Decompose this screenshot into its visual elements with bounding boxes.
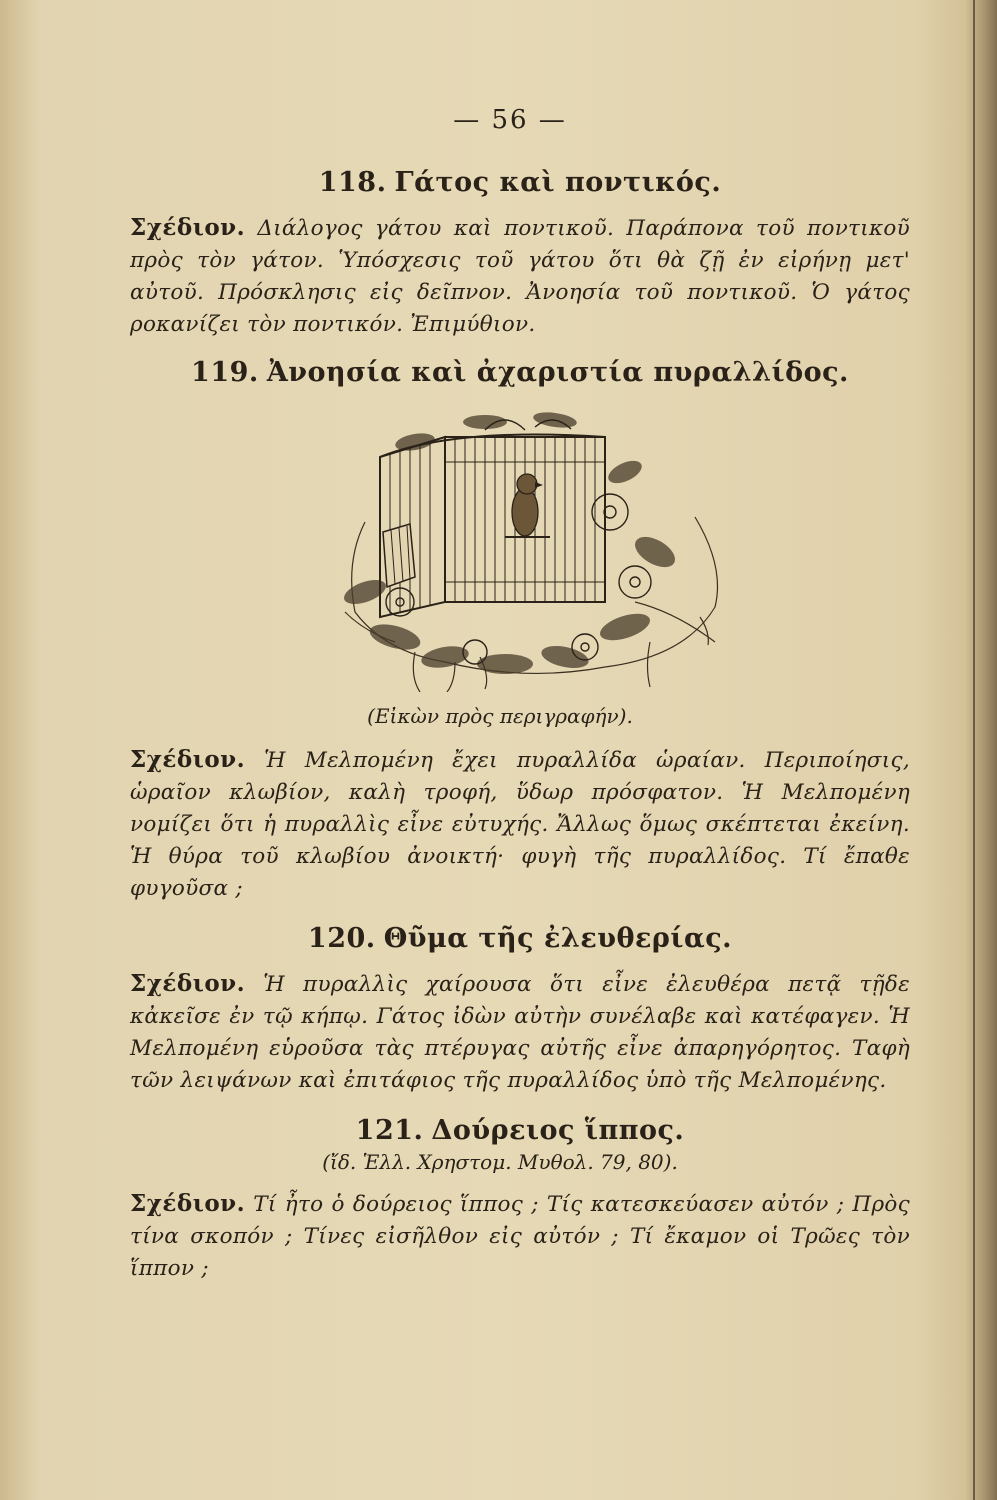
section-121-lead: Σχέδιον. (130, 1190, 246, 1217)
section-121-heading (130, 1115, 910, 1146)
section-121-title: Δούρειος ἵππος. (431, 1115, 685, 1146)
section-119-paragraph (130, 744, 910, 905)
section-118-text: Διάλογος γάτου καὶ ποντικοῦ. Παράπονα τοῦ ποντικοῦ πρὸς τὸν γάτον. Ὑπόσχεσις τοῦ γάτου ὅτι θὰ ζῇ ἐν εἰρήνῃ μετ' αὐτοῦ. Πρόσκλησις εἰς δεῖπνον. Ἀνοησία τοῦ ποντικοῦ. Ὁ γάτος ροκανίζει τὸν ποντικόν. Ἐπιμύθιον. (130, 216, 910, 337)
section-119-text: Ἡ Μελπομένη ἔχει πυραλλίδα ὡραίαν. Περιποίησις, ὡραῖον κλωβίον, καλὴ τροφή, ὕδωρ πρόσφατον. Ἡ Μελπομένη νομίζει ὅτι ἡ πυραλλὶς εἶνε εὐτυχής. Ἄλλως ὅμως σκέπτεται ἐκείνη. Ἡ θύρα τοῦ κλωβίου ἀνοικτή· φυγὴ τῆς πυραλλίδος. Τί ἔπαθε φυγοῦσα ; (130, 748, 910, 901)
section-119-heading (130, 357, 910, 388)
section-119-number: 119. (191, 357, 259, 388)
section-121-reference: (ἴδ. Ἑλλ. Χρηστομ. Μυθολ. 79, 80). (322, 1150, 678, 1174)
section-120-title: Θῦμα τῆς ἐλευθερίας. (383, 923, 733, 954)
section-118-number: 118. (318, 167, 387, 198)
section-119-lead: Σχέδιον. (130, 746, 246, 773)
section-121-number: 121. (355, 1115, 424, 1146)
section-120-lead: Σχέδιον. (130, 970, 246, 997)
section-118-paragraph (130, 212, 910, 341)
section-118-title: Γάτος καὶ ποντικός. (394, 167, 722, 198)
binding-edge (973, 0, 975, 1500)
illustration-caption: (Εἰκὼν πρὸς περιγραφήν). (367, 704, 633, 728)
section-120-paragraph (130, 968, 910, 1097)
section-118-lead: Σχέδιον. (130, 214, 246, 241)
section-120-heading (130, 923, 910, 954)
page-number: — 56 — (453, 105, 567, 135)
section-119-title: Ἀνοησία καὶ ἀχαριστία πυραλλίδος. (266, 357, 849, 388)
page-gutter (965, 0, 997, 1500)
page-content (130, 105, 910, 1285)
section-121-paragraph (130, 1188, 910, 1285)
section-120-number: 120. (307, 923, 376, 954)
section-118-heading (130, 167, 910, 198)
section-121-text: Τί ἦτο ὁ δούρειος ἵππος ; Τίς κατεσκεύασεν αὐτόν ; Πρὸς τίνα σκοπόν ; Τίνες εἰσῆλθον εἰς αὐτόν ; Τί ἔκαμον οἱ Τρῶες τὸν ἵππον ; (130, 1192, 910, 1281)
section-120-text: Ἡ πυραλλὶς χαίρουσα ὅτι εἶνε ἐλευθέρα πετᾷ τῇδε κἀκεῖσε ἐν τῷ κήπῳ. Γάτος ἰδὼν αὐτὴν συνέλαβε καὶ κατέφαγεν. Ἡ Μελπομένη εὑροῦσα τὰς πτέρυγας αὐτῆς εἶνε ἀπαρηγόρητος. Ταφὴ τῶν λειψάνων καὶ ἐπιτάφιος τῆς πυραλλίδος ὑπὸ τῆς Μελπομένης. (130, 972, 910, 1093)
birdcage-illustration (305, 402, 745, 692)
